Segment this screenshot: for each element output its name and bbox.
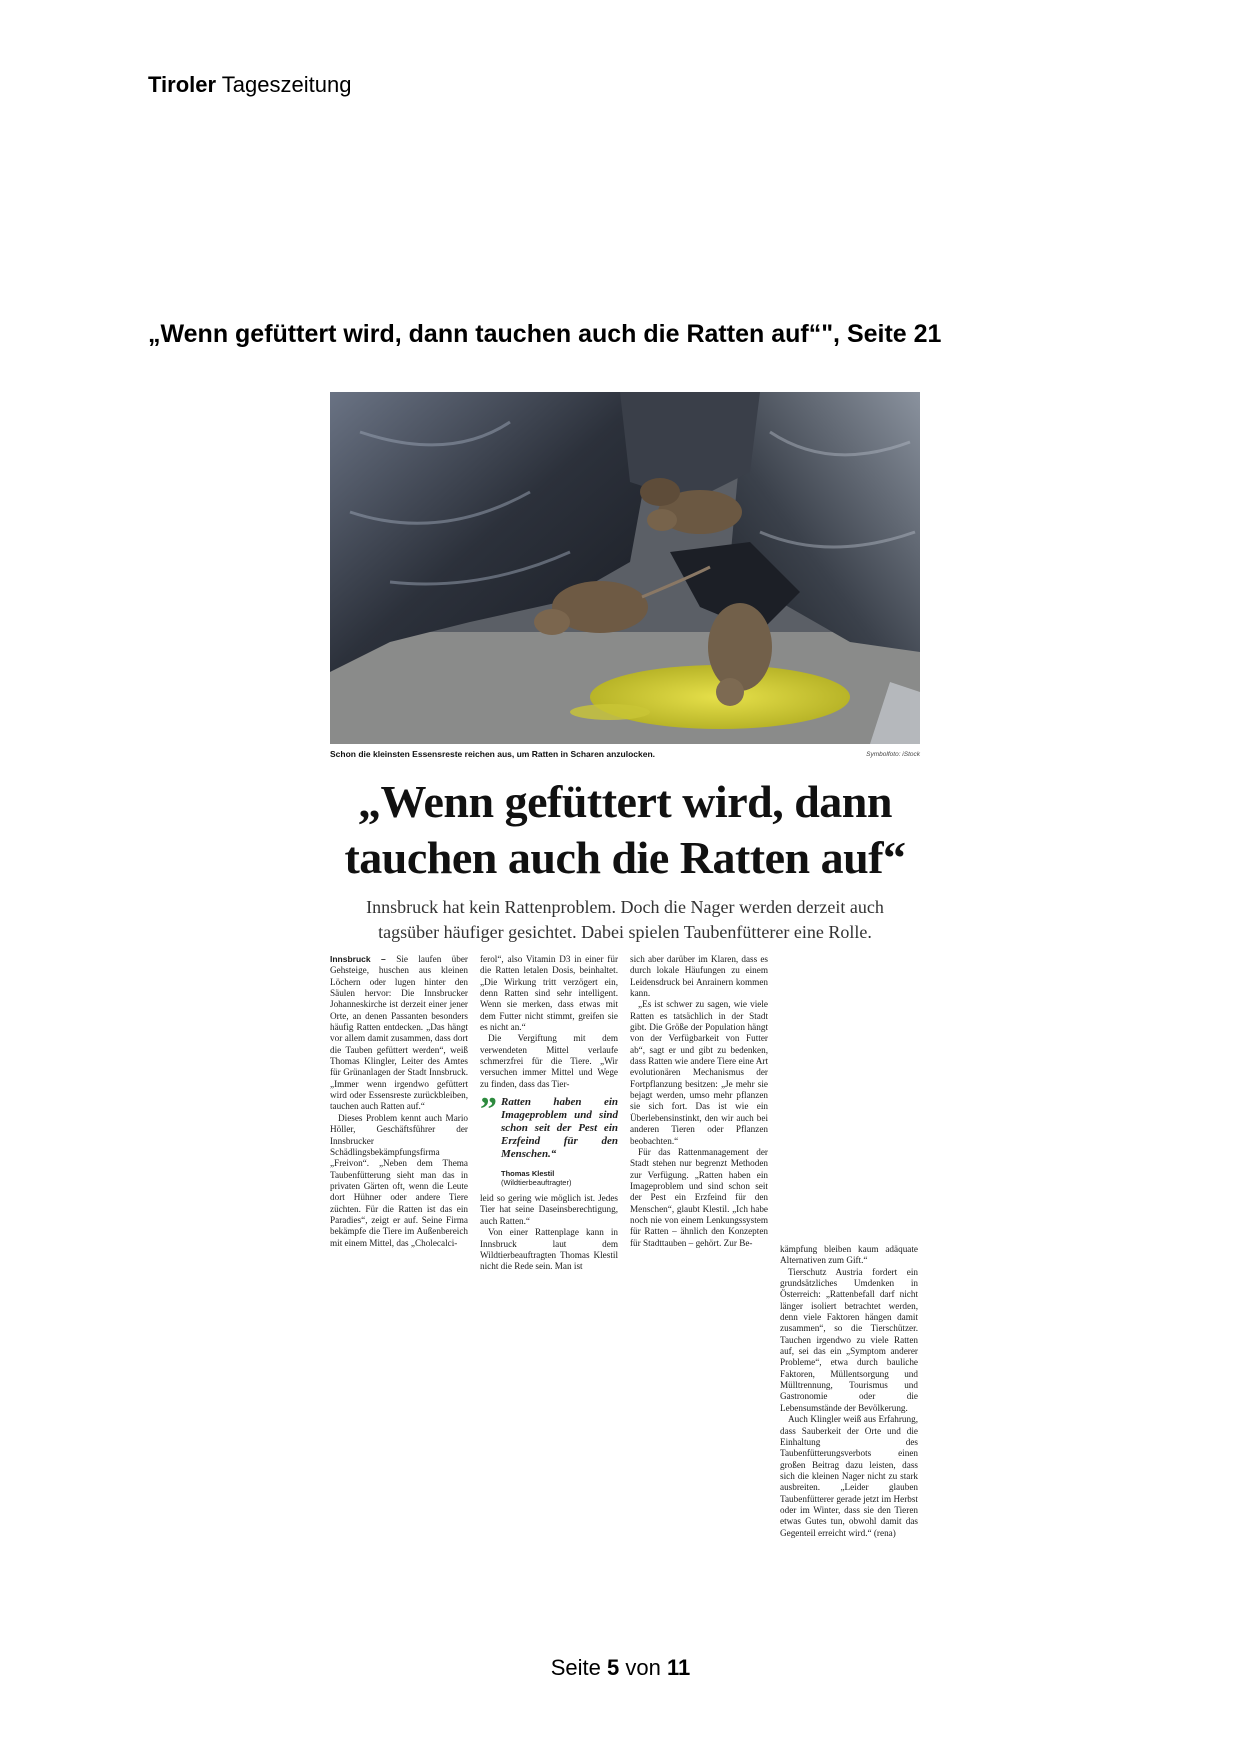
text-column-4 <box>780 1244 918 1539</box>
paragraph: Die Vergiftung mit dem verwendeten Mittel verlaufe schmerzfrei für die Tiere. „Wir versuchen immer Mittel und Wege zu finden, dass das Tier- <box>480 1033 618 1089</box>
page-prefix: Seite <box>550 1655 608 1680</box>
page-number <box>0 1655 1241 1681</box>
photo-credit: Symbolfoto: iStock <box>866 751 920 758</box>
quote-mark-icon: ” <box>480 1091 497 1129</box>
publication-name <box>148 72 351 98</box>
paragraph: „Es ist schwer zu sagen, wie viele Ratten es tatsächlich in der Stadt gibt. Die Größe der Population hängt von der Verfügbarkeit von Futter ab“, sagt er und gibt zu bedenken, dass Ratten wie andere Tiere eine Art evolutionären Mechanismus der Fortpflanzung besitzen: „Je mehr sie bejagt werden, umso mehr pflanzen sie sich fort. Das ist wie ein Überlebensinstinkt, den wir auch bei anderen Tieren oder Pflanzen beobachten.“ <box>630 999 768 1146</box>
pull-quote <box>480 1091 618 1188</box>
subhead-line-2: tagsüber häufiger gesichtet. Dabei spielen Taubenfütterer eine Rolle. <box>378 922 872 942</box>
photo-caption-row <box>330 749 920 759</box>
paragraph: Dieses Problem kennt auch Mario Höller, Geschäftsführer der Innsbrucker Schädlingsbekämpfungsfirma „Freivon“. „Neben dem Thema Taubenfütterung sieht man das in privaten Gärten oft, wenn die Leute dort Hühner oder andere Tiere züchten. Für die Ratten ist das ein Paradies“, zeigt er auf. Seine Firma bekämpfe die Tiere im Außenbereich mit einem Mittel, das „Cholecalci- <box>330 1112 468 1248</box>
paragraph: ferol“, also Vitamin D3 in einer für die Ratten letalen Dosis, beinhaltet. „Die Wirkung tritt verzögert ein, denn Ratten sind sehr intelligent. Wenn sie merken, dass etwas mit dem Futter nicht stimmt, greifen sie es nicht an.“ <box>480 954 618 1033</box>
quote-text: Ratten haben ein Imageproblem und sind schon seit der Pest ein Erzfeind für den Menschen.“ <box>501 1096 618 1161</box>
quote-author-role: (Wildtierbeauftragter) <box>501 1178 572 1188</box>
total-pages: 11 <box>666 1655 691 1680</box>
reference-title: „Wenn gefüttert wird, dann tauchen auch die Ratten auf“", Seite 21 <box>148 320 942 348</box>
page-separator: von <box>619 1655 667 1680</box>
paragraph: Tierschutz Austria fordert ein grundsätzliches Umdenken in Österreich: „Rattenbefall darf nicht länger isoliert betrachtet werden, denn viele Faktoren hängen damit zusammen“, so die Tierschützer. Tauchen irgendwo zu viele Ratten auf, sei das ein „Symptom anderer Probleme“, etwa durch bauliche Faktoren, Müllentsorgung und Mülltrennung, Tourismus und Gastronomie oder die Lebensumstände der Bevölkerung. <box>780 1266 918 1413</box>
current-page: 5 <box>607 1655 620 1680</box>
subhead-line-1: Innsbruck hat kein Rattenproblem. Doch die Nager werden derzeit auch <box>366 897 884 917</box>
paragraph: kämpfung bleiben kaum adäquate Alternativen zum Gift.“ <box>780 1244 918 1266</box>
publication-name-bold: Tiroler <box>148 72 217 97</box>
paragraph: Für das Rattenmanagement der Stadt stehen nur begrenzt Methoden zur Verfügung. „Ratten haben ein Imageproblem und sind schon seit der Pest ein Erzfeind für den Menschen“, glaubt Klestil. „Ich habe noch nie von einem Lenkungssystem für Ratten – ähnlich den Konzepten für Stadttauben – gehört. Zur Be- <box>630 1146 768 1248</box>
photo-caption: Schon die kleinsten Essensreste reichen aus, um Ratten in Scharen anzulocken. <box>330 749 655 759</box>
dateline: Innsbruck – <box>330 954 397 964</box>
paragraph: Auch Klingler weiß aus Erfahrung, dass Sauberkeit der Orte und die Einhaltung des Taubenfütterungsverbots einen großen Beitrag dazu leisten, dass sich die kleinen Nager nicht zu stark ausbreiten. „Leider glauben Taubenfütterer gerade jetzt im Herbst oder im Winter, dass sie den Tieren etwas Gutes tun, obwohl damit das Gegenteil erreicht wird.“ (rena) <box>780 1414 918 1538</box>
rats-photo-illustration <box>330 392 920 744</box>
paragraph: sich aber darüber im Klaren, dass es durch lokale Häufungen zu einem Leidensdruck bei Anrainern kommen kann. <box>630 954 768 999</box>
rat-3 <box>640 478 680 506</box>
headline-line-2: tauchen auch die Ratten auf“ <box>344 832 906 883</box>
paragraph <box>330 954 468 1113</box>
text-column-3 <box>630 954 768 1249</box>
newspaper-clipping <box>330 392 920 1612</box>
paragraph: Von einer Rattenplage kann in Innsbruck laut dem Wildtierbeauftragten Thomas Klestil nicht die Rede sein. Man ist <box>480 1227 618 1272</box>
paragraph-text: Sie laufen über Gehsteige, huschen aus kleinen Löchern oder lugen hinter den Säulen hervor: Die Innsbrucker Johanneskirche ist derzeit einer jener Orte, an denen Passanten besonders häufig Ratten entdecken. „Das hängt vor allem damit zusammen, dass dort die Tauben gefüttert werden“, weiß Thomas Klingler, Leiter des Amtes für Grünanlagen der Stadt Innsbruck. „Immer wenn irgendwo gefüttert wird oder Essensreste zurückbleiben, tauchen auch Ratten auf.“ <box>330 954 468 1112</box>
article-subheadline <box>330 895 920 945</box>
article-photo <box>330 392 920 744</box>
quote-author: Thomas Klestil <box>501 1169 555 1179</box>
text-column-2 <box>480 954 618 1273</box>
text-column-1 <box>330 954 468 1249</box>
publication-name-rest: Tageszeitung <box>216 72 352 97</box>
headline-line-1: „Wenn gefüttert wird, dann <box>358 776 892 827</box>
paragraph: leid so gering wie möglich ist. Jedes Tier hat seine Daseinsberechtigung, auch Ratten.“ <box>480 1193 618 1226</box>
article-headline <box>330 774 920 886</box>
